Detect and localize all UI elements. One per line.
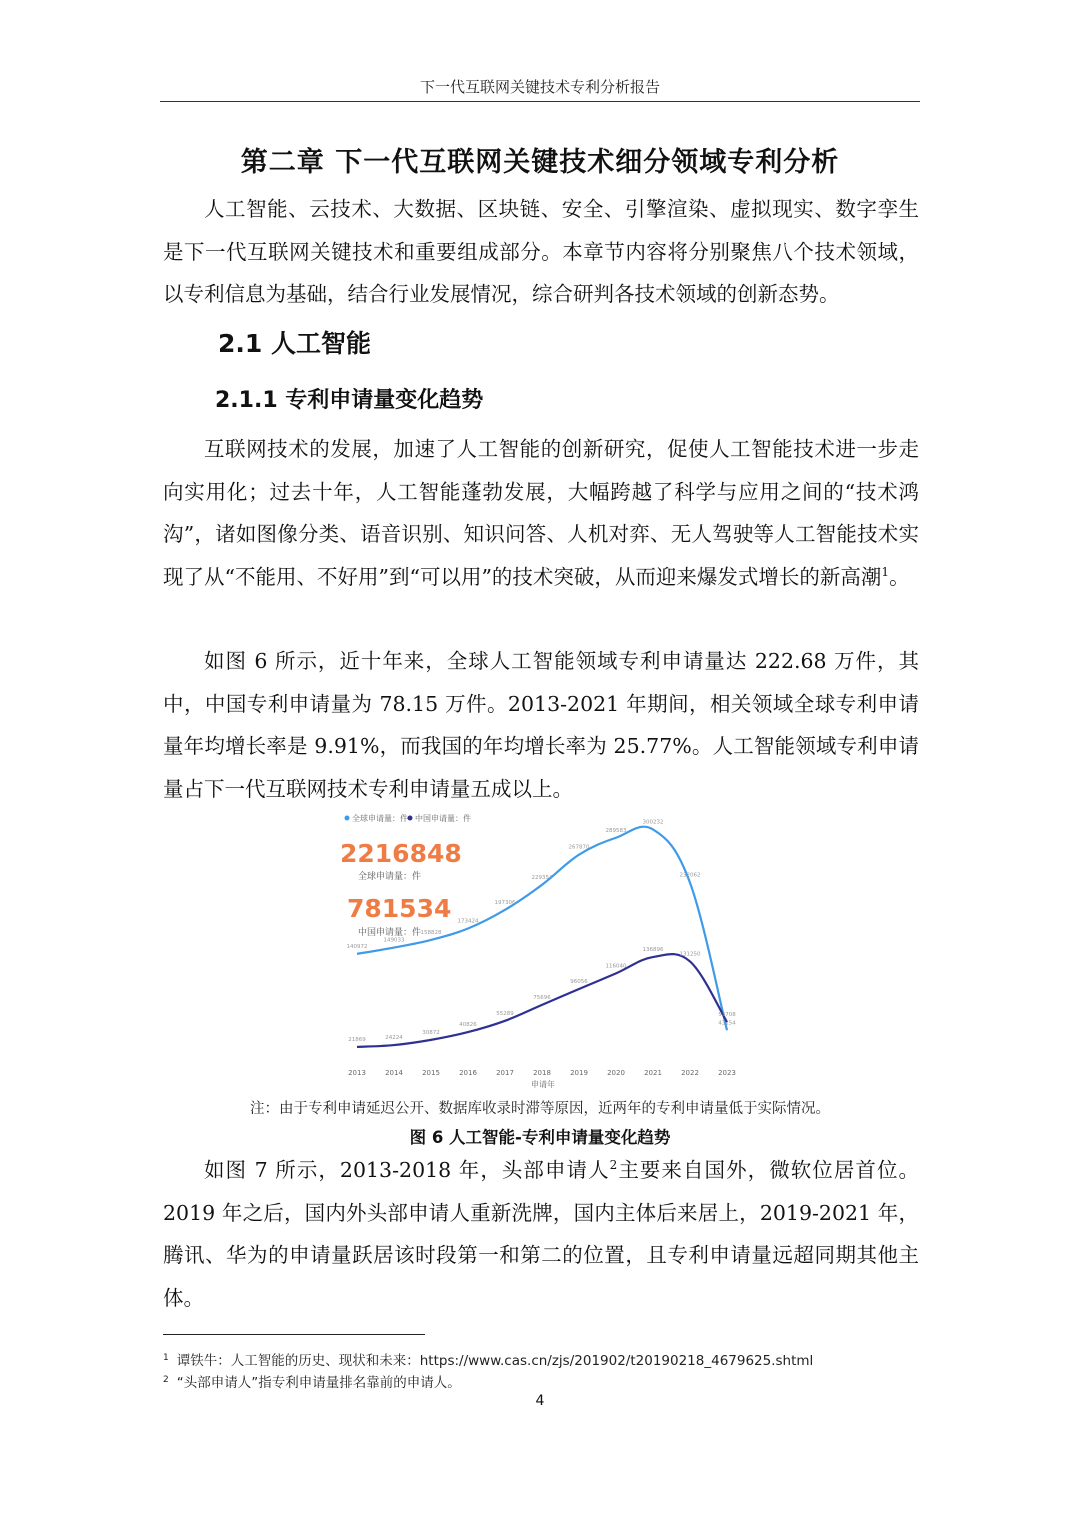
x-axis-title: 申请年: [531, 1080, 555, 1089]
legend-marker-global: [345, 816, 350, 821]
footnote-1: [163, 1349, 813, 1369]
paragraph-tail: 。: [889, 564, 910, 589]
paragraph-text-cont: 主要来自国外，微软位居首位。2019 年之后，国内外头部申请人重新洗牌，国内主体后来居上，2019-2021 年，腾讯、华为的申请量跃居该时段第一和第二的位置，且专利申请量远超同期其他主体。: [163, 1158, 919, 1310]
x-tick-label: 2022: [681, 1069, 699, 1077]
figure-note: 注：由于专利申请延迟公开、数据库收录时滞等原因，近两年的专利申请量低于实际情况。: [250, 1101, 830, 1117]
x-tick-label: 2021: [644, 1069, 662, 1077]
footnote-ref-1[interactable]: 1: [881, 564, 890, 579]
x-tick-label: 2019: [570, 1069, 588, 1077]
x-tick-label: 2016: [459, 1069, 477, 1077]
paragraph-figure-6-summary: 如图 6 所示，近十年来，全球人工智能领域专利申请量达 222.68 万件，其中，中国专利申请量为 78.15 万件。2013-2021 年期间，相关领域全球专利申请量年均增长率是 9.91%，而我国的年均增长率为 25.77%。人工智能领域专利申请量占下一代互联网技术专利申请量五成以上。: [163, 649, 919, 801]
data-label-china: 116040: [605, 963, 627, 970]
data-label-china: 131250: [679, 951, 701, 958]
footnote-separator: [163, 1334, 425, 1335]
data-label-global: 289583: [605, 827, 627, 834]
x-tick-label: 2020: [607, 1069, 625, 1077]
legend: [345, 813, 472, 823]
footnote-text: 谭铁牛：人工智能的历史、现状和未来：https://www.cas.cn/zjs/201902/t20190218_4679625.shtml: [176, 1353, 814, 1369]
header-rule: [160, 101, 920, 102]
data-label-china: 21869: [348, 1036, 366, 1043]
data-label-china: 55289: [496, 1010, 514, 1017]
data-label-global: 197306: [494, 899, 516, 906]
footnote-2: [163, 1371, 461, 1391]
footnote-ref-2[interactable]: 2: [609, 1158, 618, 1173]
paragraph-text: 互联网技术的发展，加速了人工智能的创新研究，促使人工智能技术进一步走向实用化；过去十年，人工智能蓬勃发展，大幅跨越了科学与应用之间的“技术鸿沟”，诸如图像分类、语音识别、知识问答、人机对弈、无人驾驶等人工智能技术实现了从“不能用、不好用”到“可以用”的技术突破，从而迎来爆发式增长的新高潮: [163, 437, 919, 589]
data-label-global: 149033: [383, 937, 405, 944]
line-chart: [330, 808, 750, 1093]
data-label-global: 158828: [420, 929, 442, 936]
figure-caption: 图 6 人工智能-专利申请量变化趋势: [409, 1128, 671, 1147]
x-tick-label: 2015: [422, 1069, 440, 1077]
kpi-china-value: 781534: [347, 894, 452, 923]
kpi-global-label: 全球申请量：件: [358, 872, 422, 882]
footnote-mark: 2: [163, 1374, 169, 1385]
x-tick-label: 2013: [348, 1069, 366, 1077]
data-label-global: 140972: [346, 943, 368, 950]
data-label-china: 96056: [570, 978, 588, 985]
page-number: 4: [535, 1393, 545, 1409]
subsection-heading: 2.1.1 专利申请量变化趋势: [215, 388, 484, 413]
data-label-global: 267870: [568, 844, 590, 851]
intro-paragraph: 人工智能、云技术、大数据、区块链、安全、引擎渲染、虚拟现实、数字孪生是下一代互联网关键技术和重要组成部分。本章节内容将分别聚焦八个技术领域，以专利信息为基础，结合行业发展情况，综合研判各技术领域的创新态势。: [163, 197, 919, 306]
kpi-china-label: 中国申请量：件: [358, 928, 422, 938]
section-heading: 2.1 人工智能: [218, 329, 371, 358]
paragraph-ai-development: [163, 428, 919, 598]
figure-6-chart: [330, 808, 750, 1093]
paragraph-figure-7-summary: [163, 1149, 919, 1319]
x-tick-label: 2018: [533, 1069, 551, 1077]
data-label-china: 53708: [718, 1012, 736, 1019]
chapter-title: 第二章 下一代互联网关键技术细分领域专利分析: [240, 147, 840, 178]
legend-marker-china: [408, 816, 413, 821]
x-tick-label: 2023: [718, 1069, 736, 1077]
data-label-global: 232062: [679, 872, 701, 879]
data-label-global: 43154: [718, 1020, 736, 1027]
data-label-china: 75696: [533, 994, 551, 1001]
x-tick-label: 2014: [385, 1069, 403, 1077]
data-label-china: 136896: [642, 947, 664, 954]
footnote-mark: 1: [163, 1352, 169, 1363]
paragraph-text: 如图 7 所示，2013-2018 年，头部申请人: [204, 1158, 610, 1182]
kpi-global-value: 2216848: [340, 839, 462, 868]
data-label-china: 24224: [385, 1035, 403, 1042]
data-label-global: 173424: [457, 918, 479, 925]
running-header: 下一代互联网关键技术专利分析报告: [419, 78, 660, 96]
legend-label-china: 中国申请量：件: [415, 814, 471, 823]
data-label-china: 30872: [422, 1029, 440, 1036]
data-label-global: 229354: [531, 874, 553, 881]
data-label-china: 40826: [459, 1022, 477, 1029]
x-tick-label: 2017: [496, 1069, 514, 1077]
legend-label-global: 全球申请量：件: [352, 814, 408, 823]
data-label-global: 300232: [642, 819, 664, 826]
footnote-text: “头部申请人”指专利申请量排名靠前的申请人。: [176, 1375, 461, 1391]
